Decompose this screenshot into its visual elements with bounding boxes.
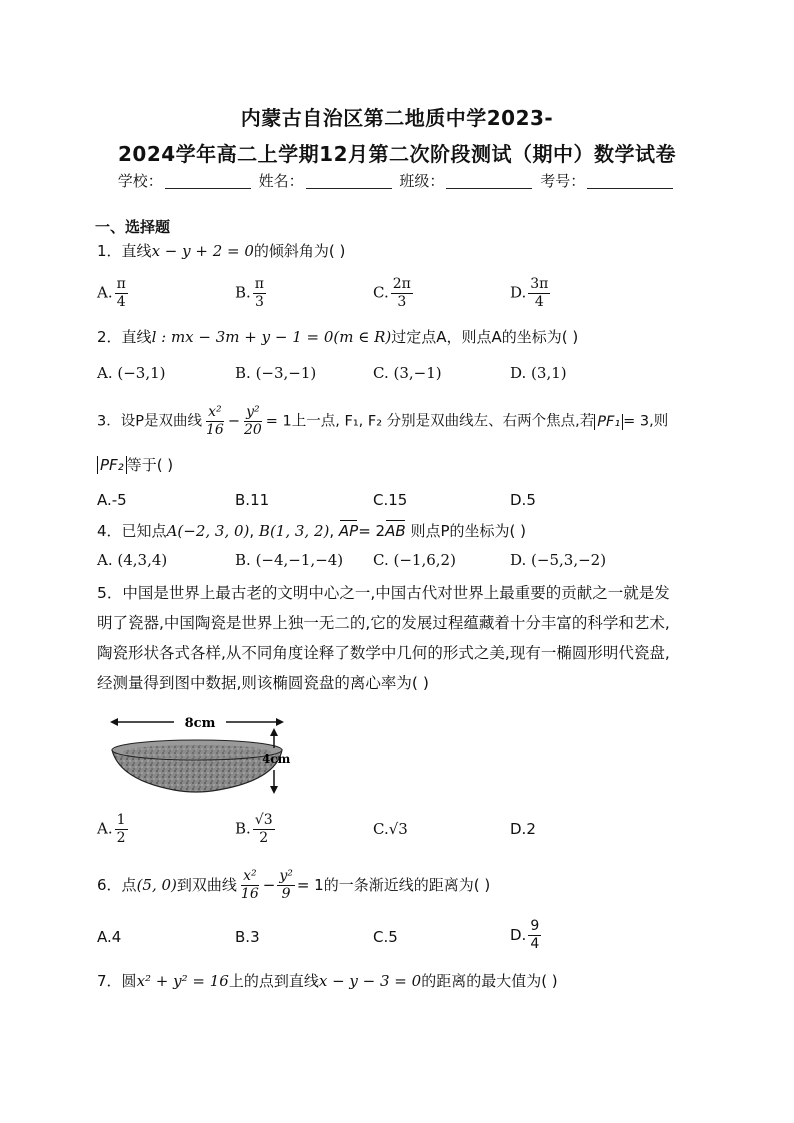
fraction bbox=[277, 868, 295, 903]
question-text-line: 陶瓷形状各式各样,从不同角度诠释了数学中几何的形式之美,现有一椭圆形明代瓷盘, bbox=[97, 644, 670, 662]
option-label: A. bbox=[97, 364, 113, 382]
question-text: = 3,则 bbox=[623, 413, 669, 430]
question-number: 1． bbox=[97, 242, 122, 260]
option-d[interactable] bbox=[510, 551, 606, 569]
question-text: 的倾斜角为( ) bbox=[253, 242, 346, 260]
question-number: 7． bbox=[97, 972, 122, 990]
name-blank[interactable] bbox=[306, 173, 392, 189]
option-value: (−4,−1,−4) bbox=[255, 551, 344, 569]
option-value: 4 bbox=[111, 928, 122, 946]
section-title-choice: 一、选择题 bbox=[95, 218, 171, 236]
question-text: 已知点 bbox=[121, 522, 167, 540]
option-a[interactable] bbox=[97, 276, 130, 311]
exam-no-label: 考号： bbox=[540, 172, 586, 190]
vector-ap: AP bbox=[338, 522, 359, 540]
height-label: 4cm bbox=[262, 752, 291, 766]
option-d[interactable] bbox=[510, 364, 567, 382]
option-label: A. bbox=[97, 819, 113, 838]
option-d[interactable] bbox=[510, 491, 536, 509]
option-a[interactable] bbox=[97, 551, 167, 569]
plate-illustration bbox=[108, 710, 298, 810]
question-4: 4．已知点A(−2, 3, 0), B(1, 3, 2), AP= 2AB 则点P的坐标为( ) bbox=[97, 522, 526, 540]
question-text-line: 明了瓷器,中国陶瓷是世界上独一无二的,它的发展过程蕴藏着十分丰富的科学和艺术, bbox=[97, 614, 670, 632]
question-1 bbox=[97, 240, 345, 261]
option-label: B. bbox=[235, 928, 251, 946]
option-value: (3,1) bbox=[531, 364, 567, 382]
question-number: 4． bbox=[97, 522, 122, 540]
numerator: √3 bbox=[254, 812, 273, 828]
option-value: √3 bbox=[388, 820, 408, 838]
option-a[interactable] bbox=[97, 364, 166, 382]
option-d[interactable] bbox=[510, 276, 552, 311]
point-b: B(1, 3, 2) bbox=[258, 522, 330, 540]
option-c[interactable] bbox=[373, 820, 408, 838]
fraction bbox=[204, 404, 226, 439]
option-label: B. bbox=[235, 551, 251, 569]
fraction bbox=[115, 276, 128, 311]
fraction bbox=[391, 276, 413, 311]
math-expression: x² + y² = 16 bbox=[136, 972, 229, 990]
option-label: B. bbox=[235, 491, 251, 509]
denominator: 2 bbox=[259, 830, 269, 846]
option-label: A. bbox=[97, 551, 113, 569]
option-value: 5 bbox=[388, 928, 398, 946]
fraction bbox=[242, 404, 264, 439]
question-2 bbox=[97, 326, 578, 347]
fraction bbox=[239, 868, 261, 903]
math-text: = 2 bbox=[358, 522, 386, 540]
option-label: C. bbox=[373, 364, 389, 382]
option-b[interactable] bbox=[235, 551, 343, 569]
fraction bbox=[253, 812, 275, 847]
question-6: 6．点(5, 0)到双曲线 $\frac{\text{x²}}{16}$ − $\frac{\text{y²}}{9}$ = 1的一条渐近线的距离为( ) bbox=[97, 868, 491, 902]
option-label: C. bbox=[373, 491, 389, 509]
option-value: 2 bbox=[526, 820, 536, 838]
option-b[interactable] bbox=[235, 276, 268, 311]
denominator: 2 bbox=[116, 830, 126, 846]
math-expression: x − y + 2 = 0 bbox=[151, 242, 254, 260]
exam-no-blank[interactable] bbox=[587, 173, 673, 189]
fraction bbox=[528, 276, 550, 311]
question-text-line: 经测量得到图中数据,则该椭圆瓷盘的离心率为( ) bbox=[97, 674, 429, 692]
question-number: 6． bbox=[97, 876, 122, 894]
option-b[interactable] bbox=[235, 364, 316, 382]
school-blank[interactable] bbox=[165, 173, 251, 189]
denominator: 4 bbox=[534, 294, 544, 310]
width-label: 8cm bbox=[184, 716, 216, 731]
absolute-value: PF₁ bbox=[594, 414, 623, 430]
option-a[interactable] bbox=[97, 491, 127, 509]
numerator: x² bbox=[243, 868, 257, 884]
question-3: 3．设P是双曲线 $\frac{\text{x²}}{16}$ − $\frac{\text{y²}}{20}$ = 1上一点, F₁, F₂ 分别是双曲线左、右两个焦点,若 PF₁ = 3,则 bbox=[97, 404, 669, 438]
question-text: = 1上一点, F₁, F₂ 分别是双曲线左、右两个焦点,若 bbox=[265, 413, 595, 430]
option-label: A. bbox=[97, 491, 112, 509]
numerator: 2π bbox=[392, 276, 411, 292]
question-text: 直线 bbox=[121, 242, 152, 260]
question-text-line: 5．中国是世界上最古老的文明中心之一,中国古代对世界上最重要的贡献之一就是发 bbox=[97, 584, 670, 602]
option-label: B. bbox=[235, 819, 251, 838]
student-info-row bbox=[0, 170, 794, 191]
question-text: 则点P的坐标为( ) bbox=[410, 522, 526, 540]
question-text: 上的点到直线 bbox=[228, 972, 319, 990]
option-label: A. bbox=[97, 928, 112, 946]
option-value: (−3,−1) bbox=[255, 364, 317, 382]
porcelain-plate-figure bbox=[108, 710, 298, 810]
option-label: A. bbox=[97, 283, 113, 302]
denominator: 4 bbox=[116, 294, 126, 310]
denominator: 4 bbox=[530, 936, 540, 952]
numerator: π bbox=[116, 276, 126, 292]
question-text: 等于( ) bbox=[126, 456, 174, 474]
fraction bbox=[115, 812, 128, 847]
exam-title-line2: 2024学年高二上学期12月第二次阶段测试（期中）数学试卷 bbox=[118, 142, 676, 166]
option-a[interactable] bbox=[97, 928, 121, 946]
option-value: 11 bbox=[250, 491, 270, 509]
option-label: D. bbox=[510, 820, 527, 838]
option-value: 3 bbox=[250, 928, 260, 946]
option-value: -5 bbox=[111, 491, 127, 509]
math-condition: (m ∈ R) bbox=[333, 328, 392, 346]
fraction bbox=[253, 276, 266, 311]
question-7 bbox=[97, 970, 558, 991]
numerator: 3π bbox=[530, 276, 549, 292]
option-a[interactable] bbox=[97, 812, 130, 847]
denominator: 16 bbox=[205, 422, 224, 438]
option-c[interactable] bbox=[373, 276, 415, 311]
math-expression: l : mx − 3m + y − 1 = 0 bbox=[151, 328, 334, 346]
question-text: 圆 bbox=[121, 972, 137, 990]
option-value: (−3,1) bbox=[117, 364, 166, 382]
option-value: (−1,6,2) bbox=[393, 551, 456, 569]
question-text: 到双曲线 bbox=[176, 876, 237, 894]
question-text: = 1的一条渐近线的距离为( ) bbox=[296, 876, 491, 894]
denominator: 3 bbox=[254, 294, 264, 310]
option-label: D. bbox=[510, 926, 527, 944]
math-expression: x − y − 3 = 0 bbox=[318, 972, 422, 990]
point-a: A(−2, 3, 0) bbox=[166, 522, 250, 540]
absolute-value: PF₂ bbox=[97, 456, 127, 474]
option-b[interactable] bbox=[235, 928, 260, 946]
option-c[interactable] bbox=[373, 551, 456, 569]
option-c[interactable] bbox=[373, 491, 407, 509]
numerator: x² bbox=[208, 404, 222, 420]
point: (5, 0) bbox=[136, 876, 177, 894]
question-text: 设P是双曲线 bbox=[120, 413, 202, 430]
question-number: 2． bbox=[97, 328, 122, 346]
option-value: 15 bbox=[388, 491, 408, 509]
denominator: 3 bbox=[397, 294, 407, 310]
question-text: 过定点A，则点A的坐标为( ) bbox=[391, 328, 579, 346]
name-label: 姓名： bbox=[258, 172, 304, 190]
class-label: 班级： bbox=[399, 172, 445, 190]
option-label: D. bbox=[510, 491, 527, 509]
option-value: 5 bbox=[526, 491, 536, 509]
question-text: 的距离的最大值为( ) bbox=[421, 972, 558, 990]
numerator: 1 bbox=[116, 812, 126, 828]
question-3-continued bbox=[97, 454, 173, 475]
option-value: (−5,3,−2) bbox=[531, 551, 607, 569]
denominator: 16 bbox=[240, 886, 259, 902]
class-blank[interactable] bbox=[446, 173, 532, 189]
exam-title-line1: 内蒙古自治区第二地质中学2023- bbox=[240, 106, 554, 130]
question-5 bbox=[97, 578, 689, 698]
option-label: D. bbox=[510, 364, 527, 382]
option-c[interactable] bbox=[373, 928, 398, 946]
option-b[interactable] bbox=[235, 491, 269, 509]
option-label: B. bbox=[235, 364, 251, 382]
option-d[interactable] bbox=[510, 820, 536, 838]
question-number: 3． bbox=[97, 413, 121, 430]
vector-ab: AB bbox=[385, 522, 406, 540]
denominator: 20 bbox=[243, 422, 262, 438]
numerator: y² bbox=[279, 868, 293, 884]
option-label: C. bbox=[373, 820, 389, 838]
denominator: 9 bbox=[281, 886, 291, 902]
option-label: C. bbox=[373, 551, 389, 569]
school-label: 学校： bbox=[117, 172, 163, 190]
option-value: (4,3,4) bbox=[117, 551, 168, 569]
option-value: (3,−1) bbox=[393, 364, 442, 382]
option-d[interactable] bbox=[510, 918, 543, 953]
numerator: y² bbox=[246, 404, 260, 420]
option-label: D. bbox=[510, 283, 527, 302]
fraction bbox=[528, 918, 541, 953]
option-label: D. bbox=[510, 551, 527, 569]
numerator: π bbox=[254, 276, 264, 292]
option-b[interactable] bbox=[235, 812, 277, 847]
question-text: 点 bbox=[121, 876, 137, 894]
question-text: 直线 bbox=[121, 328, 152, 346]
option-label: C. bbox=[373, 283, 389, 302]
option-label: B. bbox=[235, 283, 251, 302]
option-label: C. bbox=[373, 928, 389, 946]
numerator: 9 bbox=[530, 918, 540, 934]
option-c[interactable] bbox=[373, 364, 442, 382]
